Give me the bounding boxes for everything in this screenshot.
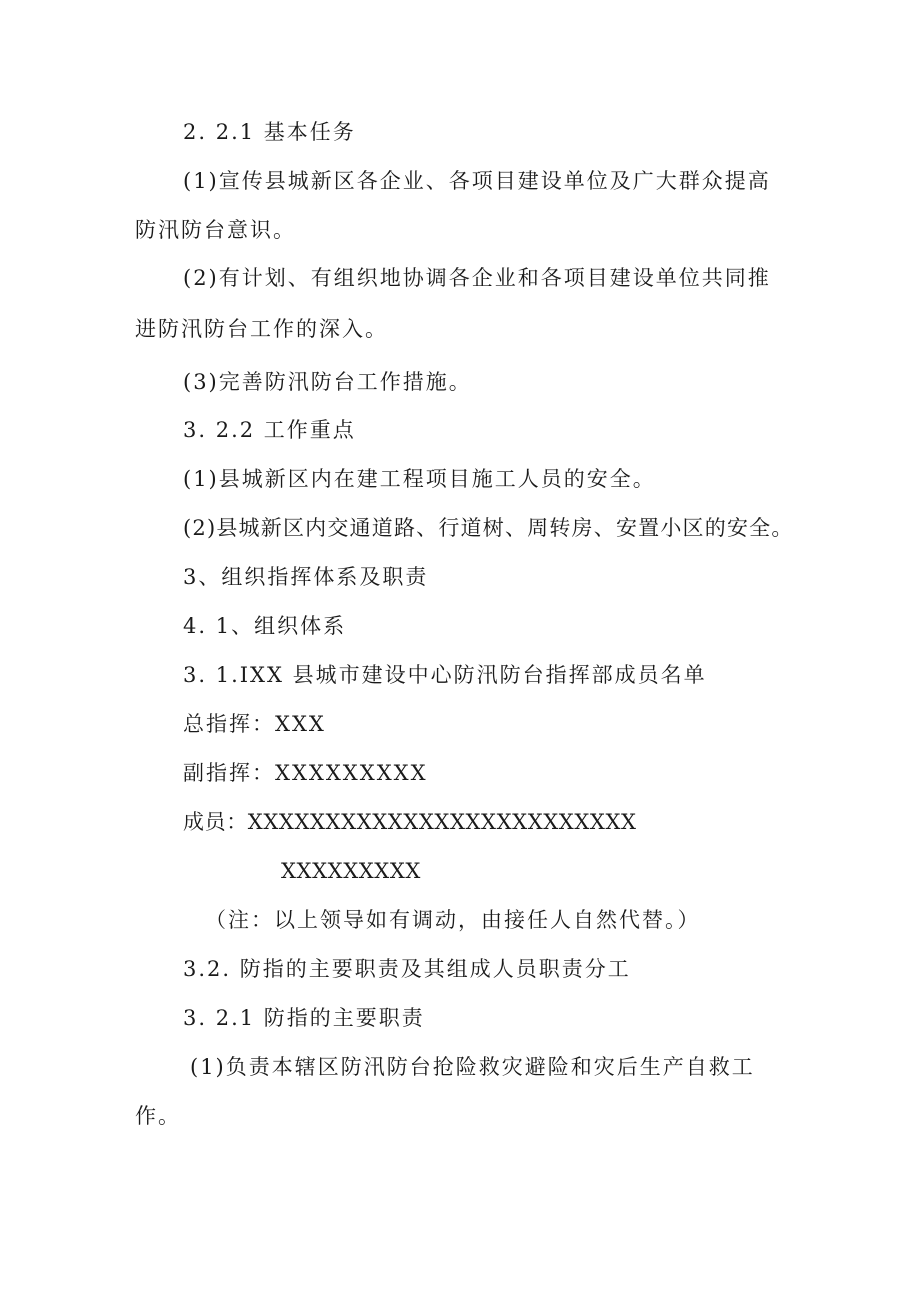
commander-line: 总指挥：XXX <box>183 712 326 736</box>
heading-2-2-2: 3. 2.2 工作重点 <box>183 418 356 442</box>
heading-organization: 4. 1、组织体系 <box>183 614 347 638</box>
paragraph-line: (2)县城新区内交通道路、行道树、周转房、安置小区的安全。 <box>183 516 794 540</box>
paragraph-line: (2)有计划、有组织地协调各企业和各项目建设单位共同推 <box>183 266 771 290</box>
heading-3-2: 3.2. 防指的主要职责及其组成人员职责分工 <box>183 957 631 981</box>
members-line: 成员：XXXXXXXXXXXXXXXXXXXXXXXXX <box>183 810 637 834</box>
heading-member-list: 3. 1.IXX 县城市建设中心防汛防台指挥部成员名单 <box>183 663 707 687</box>
members-continuation: XXXXXXXXX <box>281 859 421 883</box>
paragraph-line: 防汛防台意识。 <box>135 218 296 242</box>
paragraph-line: (3)完善防汛防台工作措施。 <box>183 370 472 394</box>
deputy-commander-line: 副指挥：XXXXXXXXX <box>183 761 428 785</box>
paragraph-line: (1)宣传县城新区各企业、各项目建设单位及广大群众提高 <box>183 169 771 193</box>
paragraph-line: 进防汛防台工作的深入。 <box>135 317 388 341</box>
paragraph-line: (1)县城新区内在建工程项目施工人员的安全。 <box>183 467 656 491</box>
heading-3-2-1: 3. 2.1 防指的主要职责 <box>183 1006 425 1030</box>
heading-2-2-1: 2. 2.1 基本任务 <box>183 120 356 144</box>
heading-section-3: 3、组织指挥体系及职责 <box>183 565 429 589</box>
note-line: （注：以上领导如有调动，由接任人自然代替。） <box>205 908 701 932</box>
paragraph-line: (1)负责本辖区防汛防台抢险救灾避险和灾后生产自救工 <box>190 1055 755 1079</box>
paragraph-line: 作。 <box>135 1104 181 1128</box>
